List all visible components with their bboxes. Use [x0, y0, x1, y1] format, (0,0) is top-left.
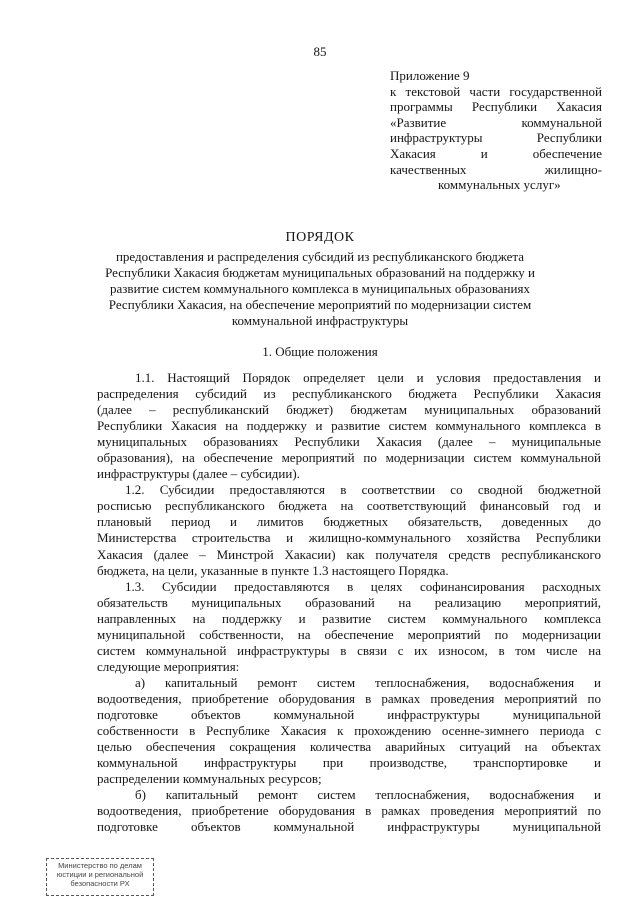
stamp-line: юстиции и региональной: [56, 870, 144, 879]
document-title: ПОРЯДОК: [285, 230, 355, 245]
paragraph-line: муниципальных образованиях Республики Хакасия (далее – муниципальные: [97, 434, 601, 450]
subtitle-line: коммунальной инфраструктуры: [231, 313, 409, 328]
appendix-line: к текстовой части государственной: [390, 83, 602, 99]
appendix-line: коммунальных услуг»: [438, 177, 561, 193]
paragraph-line: собственности в Республике Хакасия к прохождению осенне-зимнего периода с: [97, 723, 601, 739]
subtitle-line: Республики Хакасия бюджетам муниципальных образований на поддержку и: [105, 265, 535, 280]
paragraph-line: водоотведения, приобретение оборудования в рамках проведения мероприятий по: [97, 803, 601, 819]
paragraph-line: обязательств муниципальных образований на реализацию мероприятий,: [97, 594, 601, 610]
paragraph-line: следующие мероприятия:: [97, 658, 240, 674]
paragraph-line: направленных на поддержку и развитие систем коммунального комплекса: [97, 610, 601, 626]
stamp-line: безопасности РХ: [70, 879, 130, 888]
stamp-line: Министерство по делам: [58, 861, 142, 870]
appendix-line: программы Республики Хакасия: [390, 99, 602, 115]
paragraph-line: плановый период и лимитов бюджетных обязательств, доведенных до: [97, 514, 601, 530]
paragraph-line: водоотведения, приобретение оборудования в рамках проведения мероприятий по: [97, 690, 601, 706]
registration-stamp: [46, 858, 154, 896]
appendix-line: «Развитие коммунальной: [390, 114, 602, 130]
paragraph-line: Республики Хакасия на поддержку и развитие систем коммунального комплекса в: [97, 418, 601, 434]
paragraph-line: б) капитальный ремонт систем теплоснабжения, водоснабжения и: [135, 787, 601, 803]
paragraph-line: подготовке объектов коммунальной инфраструктуры муниципальной: [97, 819, 601, 835]
paragraph-line: муниципальной собственности, на обеспечение мероприятий по модернизации: [97, 626, 601, 642]
paragraph-line: распределения субсидий из республиканского бюджета Республики Хакасия: [97, 386, 601, 402]
appendix-line: Хакасия и обеспечение: [390, 145, 602, 161]
appendix-line: качественных жилищно-: [390, 161, 602, 177]
appendix-line: инфраструктуры Республики: [390, 130, 602, 146]
paragraph-line: систем коммунальной инфраструктуры в связи с их износом, в том числе на: [97, 642, 601, 658]
paragraph-line: Министерства строительства и жилищно-коммунального хозяйства Республики: [97, 530, 601, 546]
paragraph-line: росписью республиканского бюджета на соответствующий финансовый год и: [97, 498, 601, 514]
subtitle-line: Республики Хакасия, на обеспечение мероприятий по модернизации систем: [108, 297, 532, 312]
paragraph-line: коммунальной инфраструктуры при производстве, транспортировке и: [97, 755, 601, 771]
document-subtitle: [100, 249, 540, 329]
paragraph-line: (далее – республиканский бюджет) бюджетам муниципальных образований: [97, 402, 601, 418]
paragraph-line: распределении коммунальных ресурсов;: [97, 771, 322, 787]
appendix-header: [390, 68, 602, 193]
paragraph-line: 1.3. Субсидии предоставляются в целях софинансирования расходных: [125, 578, 601, 594]
paragraph-line: а) капитальный ремонт систем теплоснабжения, водоснабжения и: [135, 674, 601, 690]
paragraph-line: 1.1. Настоящий Порядок определяет цели и условия предоставления и: [135, 370, 601, 385]
paragraph-line: бюджета, на цели, указанные в пункте 1.3 настоящего Порядка.: [97, 562, 449, 578]
paragraph-line: подготовке объектов коммунальной инфраструктуры муниципальной: [97, 706, 601, 722]
page-number: 85: [313, 44, 327, 59]
appendix-line: Приложение 9: [390, 68, 470, 83]
subtitle-line: предоставления и распределения субсидий из республиканского бюджета: [115, 249, 525, 264]
paragraph-line: инфраструктуры (далее – субсидии).: [97, 466, 300, 482]
section-heading: 1. Общие положения: [262, 344, 378, 359]
paragraph-line: образования), на обеспечение мероприятий по модернизации систем коммунальной: [97, 450, 601, 466]
subtitle-line: развитие систем коммунального комплекса в муниципальных образованиях: [110, 281, 530, 296]
paragraph-line: Хакасия (далее – Минстрой Хакасии) как получателя средств республиканского: [97, 546, 601, 562]
paragraph-line: 1.2. Субсидии предоставляются в соответствии со сводной бюджетной: [125, 482, 601, 498]
paragraph-line: целью обеспечения сокращения количества аварийных ситуаций на объектах: [97, 739, 601, 755]
body-text: [97, 370, 601, 835]
